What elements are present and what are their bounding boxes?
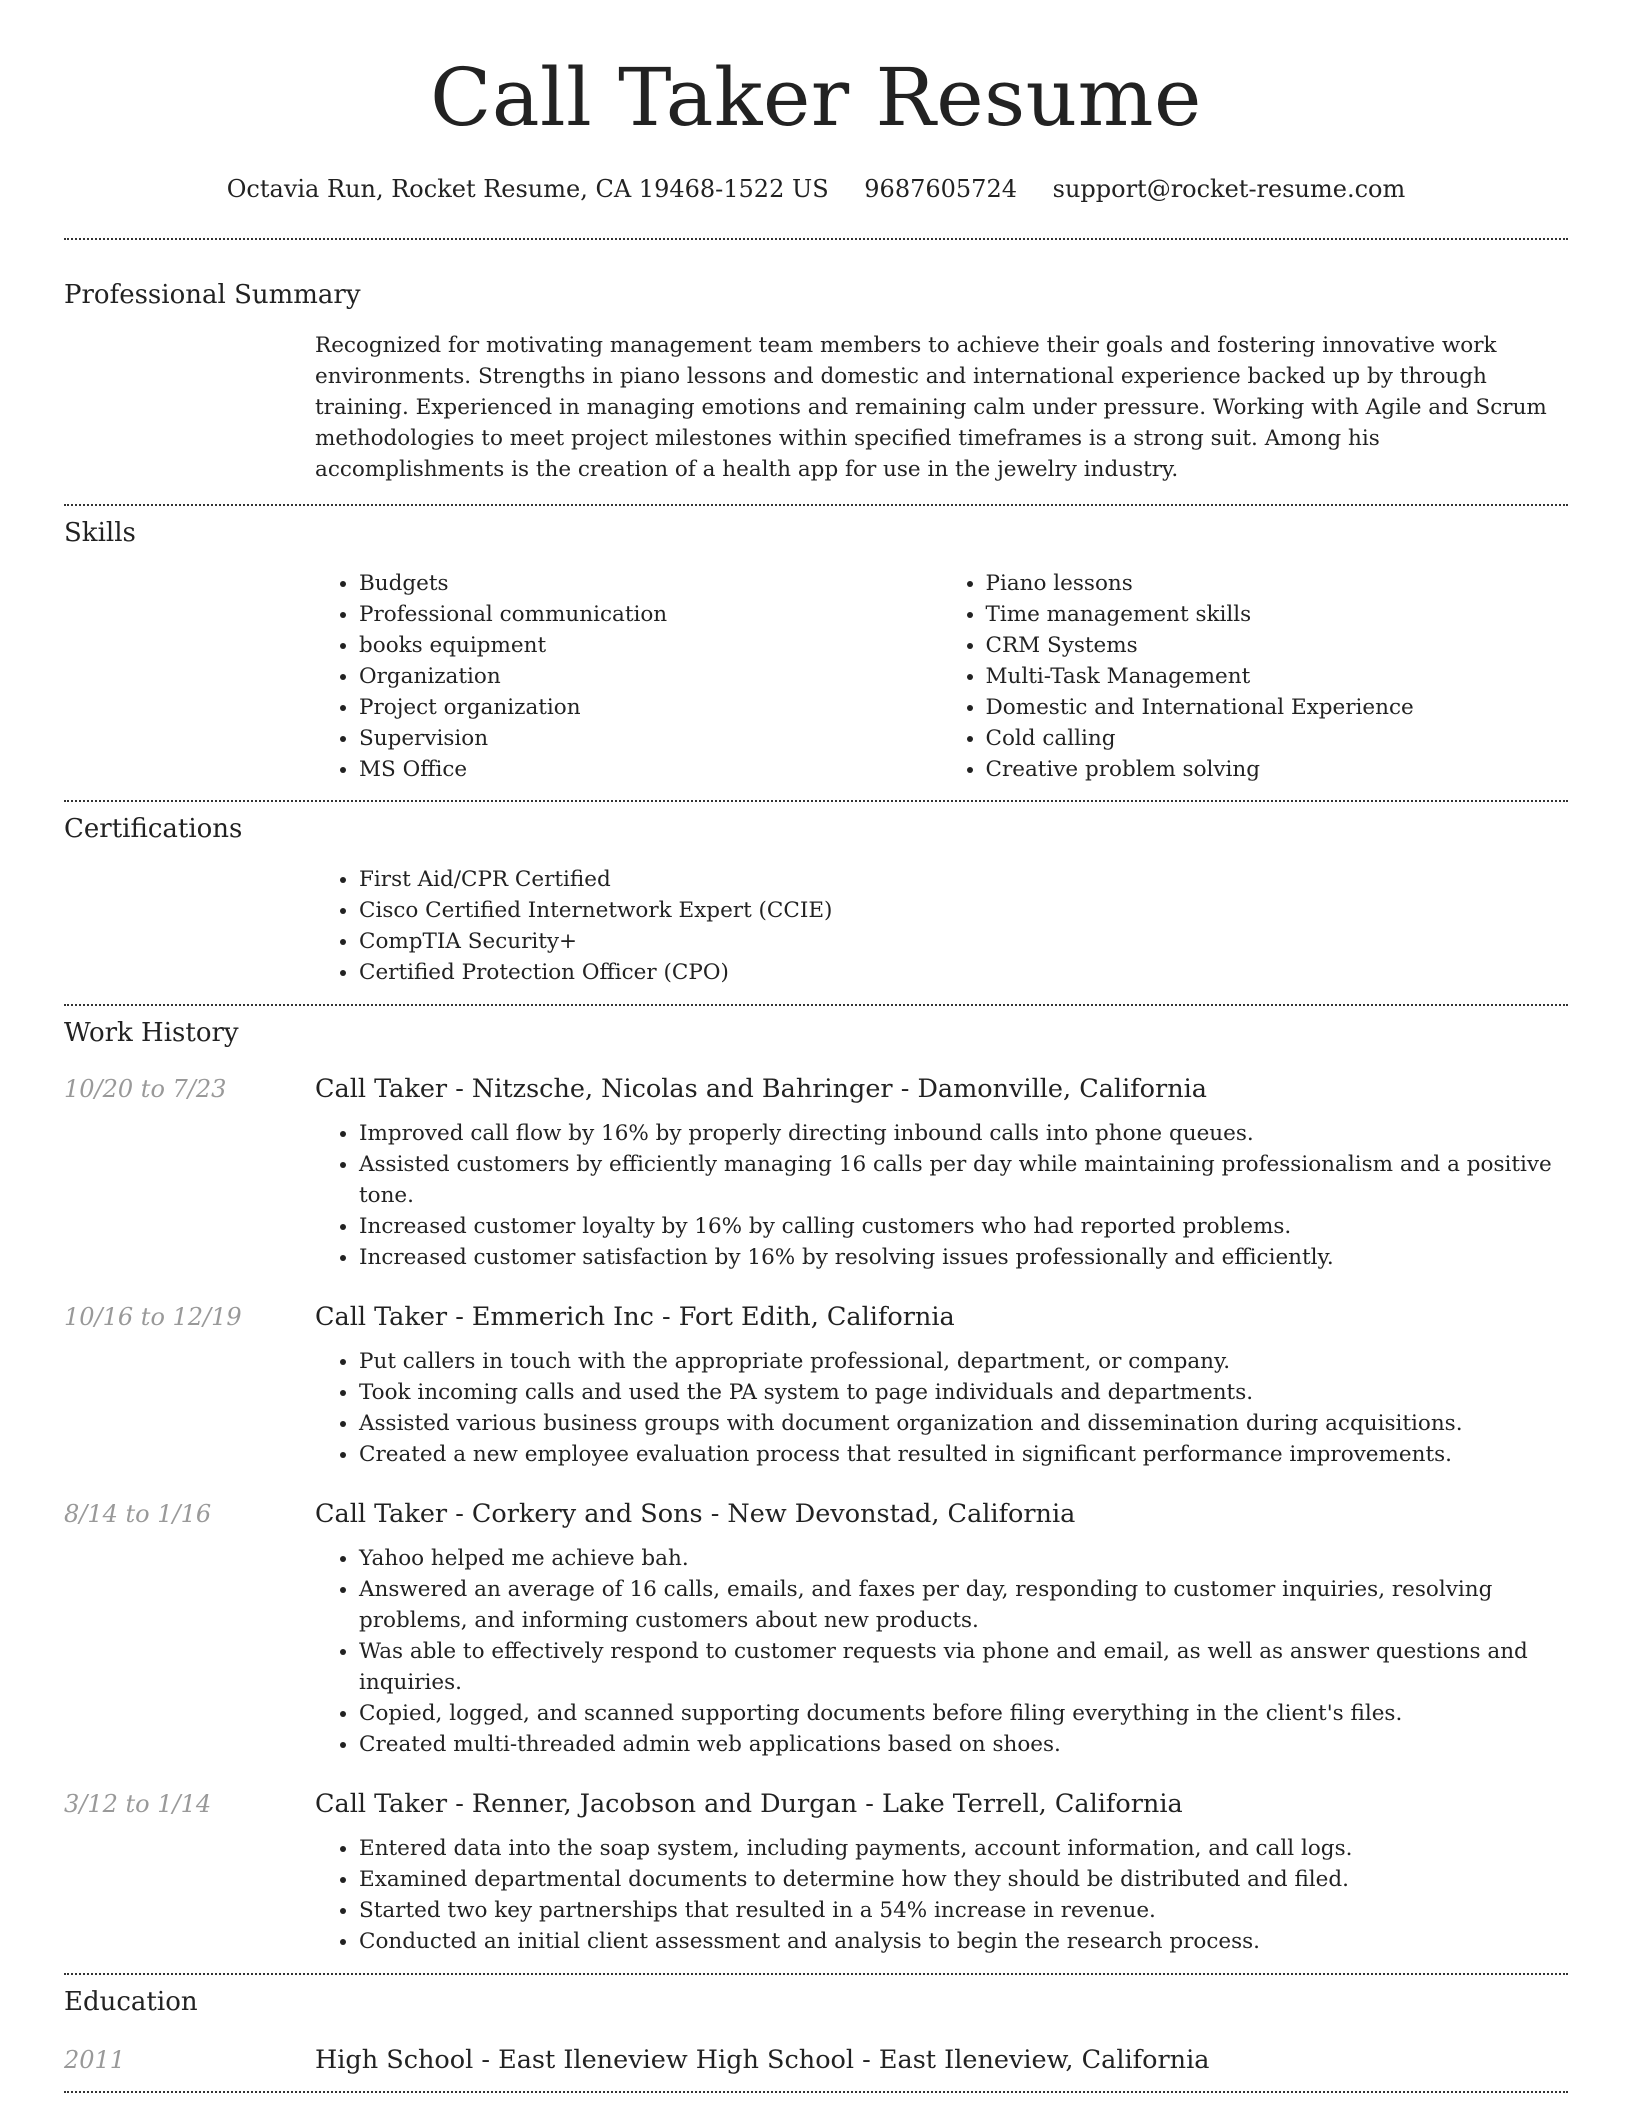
- skill-item: • Multi-Task Management: [986, 661, 1569, 692]
- education-heading: Education: [64, 1987, 198, 2017]
- summary-text: Recognized for motivating management team members to achieve their goals and fostering innovative work environments. Strengths in piano lessons and domestic and international experience backed up by through training. Experienced in managing emotions and remaining calm under pressure. Working with Agile and Scrum methodologies to meet project milestones within specified timeframes is a strong suit. Among his accomplishments is the creation of a health app for use in the jewelry industry.: [315, 333, 1547, 482]
- job-bullet: • Examined departmental documents to determine how they should be distributed and filed.: [359, 1864, 1568, 1895]
- education-date: 2011: [64, 2046, 126, 2074]
- skill-item: • Professional communication: [359, 599, 942, 630]
- job-bullet: • Was able to effectively respond to customer requests via phone and email, as well as answer questions and inquiries.: [359, 1636, 1568, 1698]
- contact-line: [64, 172, 1568, 206]
- job-bullet: • Yahoo helped me achieve bah.: [359, 1543, 1568, 1574]
- job-bullets: [315, 1833, 1568, 1957]
- page-title: Call Taker Resume: [430, 51, 1202, 144]
- skill-item: • Organization: [359, 661, 942, 692]
- skill-item: • Cold calling: [986, 723, 1569, 754]
- job-entry: [64, 1497, 1568, 1531]
- job-date: 10/20 to 7/23: [64, 1075, 227, 1103]
- contact-email: support@rocket-resume.com: [1052, 175, 1406, 203]
- job-title: Call Taker - Renner, Jacobson and Durgan - Lake Terrell, California: [315, 1789, 1183, 1819]
- job-bullet: • Created a new employee evaluation process that resulted in significant performance improvements.: [359, 1439, 1568, 1470]
- skill-item: • Time management skills: [986, 599, 1569, 630]
- job-bullet: • Put callers in touch with the appropriate professional, department, or company.: [359, 1346, 1568, 1377]
- job-bullet: • Copied, logged, and scanned supporting documents before filing everything in the client's files.: [359, 1698, 1568, 1729]
- job-bullet: • Assisted various business groups with document organization and dissemination during acquisitions.: [359, 1408, 1568, 1439]
- skill-item: • Budgets: [359, 568, 942, 599]
- summary-heading: Professional Summary: [64, 280, 361, 310]
- job-bullet: • Increased customer satisfaction by 16% by resolving issues professionally and efficiently.: [359, 1242, 1568, 1273]
- resume-page: [64, 0, 1568, 2093]
- certification-item: • Certified Protection Officer (CPO): [359, 957, 1568, 988]
- job-bullet: • Created multi-threaded admin web applications based on shoes.: [359, 1729, 1568, 1760]
- certification-item: • First Aid/CPR Certified: [359, 864, 1568, 895]
- skill-item: • Supervision: [359, 723, 942, 754]
- job-bullet: • Increased customer loyalty by 16% by calling customers who had reported problems.: [359, 1211, 1568, 1242]
- skill-item: • Project organization: [359, 692, 942, 723]
- job-entry: [64, 1072, 1568, 1106]
- job-bullet: • Conducted an initial client assessment and analysis to begin the research process.: [359, 1926, 1568, 1957]
- skills-list: [315, 568, 1568, 785]
- certification-item: • Cisco Certified Internetwork Expert (CCIE): [359, 895, 1568, 926]
- skill-item: • MS Office: [359, 754, 942, 785]
- job-date: 3/12 to 1/14: [64, 1790, 212, 1818]
- job-bullet: • Entered data into the soap system, including payments, account information, and call logs.: [359, 1833, 1568, 1864]
- divider: [64, 2091, 1568, 2093]
- skill-item: • Creative problem solving: [986, 754, 1569, 785]
- job-bullet: • Started two key partnerships that resulted in a 54% increase in revenue.: [359, 1895, 1568, 1926]
- skill-item: • CRM Systems: [986, 630, 1569, 661]
- job-date: 8/14 to 1/16: [64, 1500, 212, 1528]
- skill-item: • Domestic and International Experience: [986, 692, 1569, 723]
- job-title: Call Taker - Emmerich Inc - Fort Edith, California: [315, 1302, 955, 1332]
- job-bullet: • Assisted customers by efficiently managing 16 calls per day while maintaining professionalism and a positive tone.: [359, 1149, 1568, 1211]
- work-heading: Work History: [64, 1018, 239, 1048]
- job-bullet: • Answered an average of 16 calls, emails, and faxes per day, responding to customer inquiries, resolving problems, and informing customers about new products.: [359, 1574, 1568, 1636]
- certification-item: • CompTIA Security+: [359, 926, 1568, 957]
- skill-item: • Piano lessons: [986, 568, 1569, 599]
- job-bullets: [315, 1346, 1568, 1470]
- job-bullet: • Improved call flow by 16% by properly directing inbound calls into phone queues.: [359, 1118, 1568, 1149]
- job-entry: [64, 1300, 1568, 1334]
- job-bullet: • Took incoming calls and used the PA system to page individuals and departments.: [359, 1377, 1568, 1408]
- contact-phone: 9687605724: [864, 175, 1017, 203]
- job-bullets: [315, 1118, 1568, 1273]
- job-title: Call Taker - Corkery and Sons - New Devonstad, California: [315, 1499, 1076, 1529]
- skill-item: • books equipment: [359, 630, 942, 661]
- skills-column-right: [942, 568, 1569, 785]
- certifications-heading: Certifications: [64, 814, 243, 844]
- job-date: 10/16 to 12/19: [64, 1303, 242, 1331]
- job-title: Call Taker - Nitzsche, Nicolas and Bahringer - Damonville, California: [315, 1074, 1208, 1104]
- skills-heading: Skills: [64, 518, 136, 548]
- job-bullets: [315, 1543, 1568, 1760]
- skills-column-left: [315, 568, 942, 785]
- education-entry: [64, 2043, 1568, 2077]
- job-entry: [64, 1787, 1568, 1821]
- certifications-list: [315, 864, 1568, 988]
- contact-address: Octavia Run, Rocket Resume, CA 19468-1522 US: [226, 175, 829, 203]
- education-title: High School - East Ileneview High School - East Ileneview, California: [315, 2045, 1210, 2075]
